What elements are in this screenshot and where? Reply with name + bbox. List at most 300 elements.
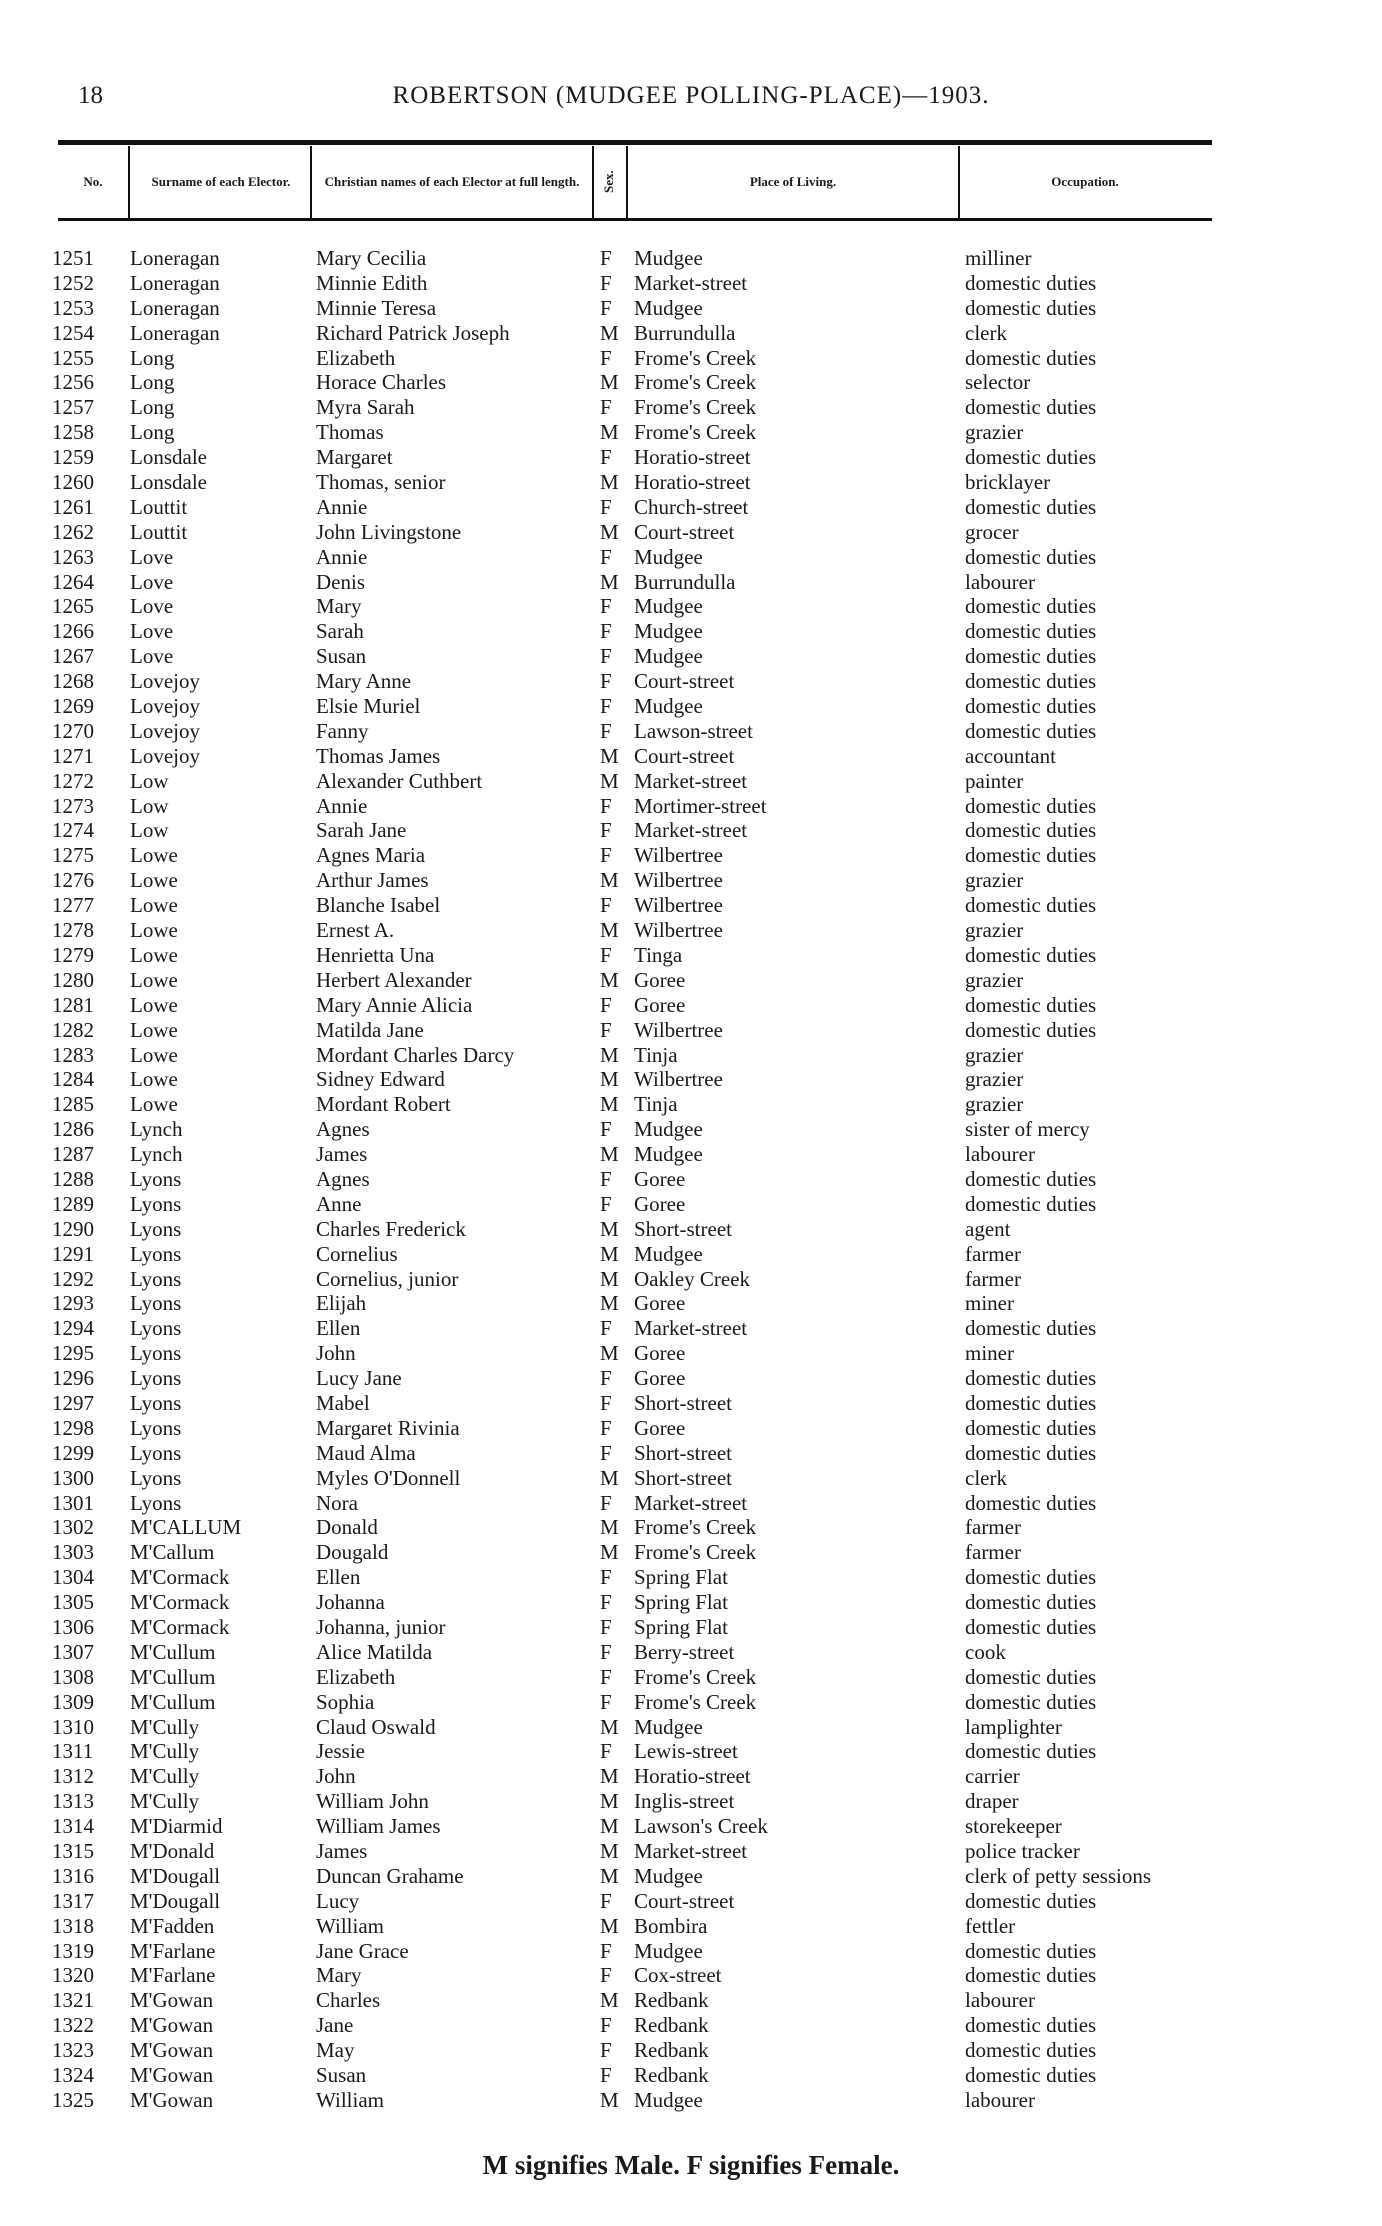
cell-occupation: farmer (965, 1515, 1021, 1540)
cell-surname: Lyons (130, 1166, 182, 1191)
cell-place: Market-street (634, 818, 748, 843)
cell-occupation: domestic duties (965, 1963, 1097, 1988)
cell-surname: M'CALLUM (130, 1515, 242, 1540)
cell-occupation: selector (965, 370, 1031, 395)
cell-no: 1291 (52, 1241, 94, 1266)
cell-place: Mudgee (634, 544, 703, 569)
cell-sex: F (600, 594, 612, 619)
table-row (0, 1540, 1382, 1565)
cell-occupation: police tracker (965, 1839, 1080, 1863)
cell-sex: F (600, 1415, 612, 1440)
cell-no: 1323 (52, 2038, 94, 2063)
cell-occupation: domestic duties (965, 544, 1097, 569)
table-row (0, 1939, 1382, 1964)
cell-surname: M'Farlane (130, 1963, 216, 1988)
cell-sex: F (600, 295, 612, 320)
cell-place: Frome's Creek (634, 370, 757, 395)
table-row (0, 1715, 1382, 1740)
cell-no: 1295 (52, 1341, 94, 1366)
column-header-surname: Surname of each Elector. (151, 174, 291, 189)
cell-sex: F (600, 793, 612, 818)
cell-occupation: grazier (965, 1042, 1024, 1067)
cell-place: Mudgee (634, 594, 703, 619)
cell-no: 1300 (52, 1465, 94, 1490)
cell-no: 1296 (52, 1366, 94, 1391)
cell-place: Berry-street (634, 1639, 735, 1664)
cell-sex: F (600, 1490, 612, 1515)
cell-christian: Lucy Jane (316, 1366, 402, 1391)
cell-sex: F (600, 1166, 612, 1191)
cell-sex: M (600, 1814, 619, 1839)
cell-sex: F (600, 1565, 612, 1590)
table-row (0, 1142, 1382, 1167)
table-row (0, 1092, 1382, 1117)
cell-christian: Agnes (316, 1166, 370, 1191)
table-row (0, 1640, 1382, 1665)
cell-occupation: farmer (965, 1266, 1021, 1291)
cell-occupation: domestic duties (965, 694, 1097, 719)
table-row (0, 1963, 1382, 1988)
table-row (0, 1341, 1382, 1366)
table-row (0, 1366, 1382, 1391)
cell-christian: William John (316, 1789, 429, 1814)
cell-surname: M'Cully (130, 1789, 200, 1814)
cell-sex: F (600, 1963, 612, 1988)
cell-christian: Anne (316, 1191, 362, 1216)
cell-no: 1305 (52, 1590, 94, 1615)
table-row (0, 868, 1382, 893)
cell-sex: M (600, 1465, 619, 1490)
cell-surname: Low (130, 768, 169, 793)
cell-surname: Long (130, 370, 175, 395)
cell-sex: M (600, 1216, 619, 1241)
cell-surname: M'Gowan (130, 2013, 214, 2038)
table-row (0, 1167, 1382, 1192)
cell-sex: F (600, 246, 612, 270)
cell-place: Burrundulla (634, 320, 736, 345)
table-row (0, 1988, 1382, 2013)
cell-no: 1290 (52, 1216, 94, 1241)
cell-occupation: domestic duties (965, 1440, 1097, 1465)
cell-place: Goree (634, 1291, 686, 1316)
cell-sex: F (600, 2063, 612, 2088)
cell-surname: M'Gowan (130, 2038, 214, 2063)
cell-no: 1251 (52, 246, 94, 270)
cell-no: 1322 (52, 2013, 94, 2038)
cell-sex: F (600, 694, 612, 719)
cell-surname: Low (130, 818, 169, 843)
cell-christian: May (316, 2038, 355, 2063)
cell-occupation: domestic duties (965, 619, 1097, 644)
cell-place: Mudgee (634, 2087, 703, 2112)
table-row (0, 1192, 1382, 1217)
cell-sex: F (600, 1888, 612, 1913)
cell-occupation: miner (965, 1291, 1014, 1316)
cell-sex: F (600, 818, 612, 843)
cell-no: 1283 (52, 1042, 94, 1067)
cell-place: Mudgee (634, 694, 703, 719)
cell-christian: Maud Alma (316, 1440, 416, 1465)
table-row (0, 346, 1382, 371)
cell-place: Redbank (634, 2038, 709, 2063)
cell-surname: Love (130, 594, 174, 619)
cell-surname: Love (130, 544, 174, 569)
table-row (0, 445, 1382, 470)
table-row (0, 1117, 1382, 1142)
cell-no: 1313 (52, 1789, 94, 1814)
cell-christian: Alexander Cuthbert (316, 768, 483, 793)
cell-place: Goree (634, 1415, 686, 1440)
cell-christian: William (316, 1913, 384, 1938)
cell-place: Mudgee (634, 295, 703, 320)
cell-surname: Lovejoy (130, 669, 200, 694)
table-row (0, 669, 1382, 694)
cell-no: 1302 (52, 1515, 94, 1540)
sex-legend: M signifies Male. F signifies Female. (482, 2150, 900, 2180)
cell-christian: Elizabeth (316, 345, 396, 370)
cell-place: Goree (634, 967, 686, 992)
cell-place: Short-street (634, 1440, 732, 1465)
column-header-sex: Sex. (601, 170, 616, 194)
cell-surname: Lyons (130, 1191, 182, 1216)
cell-no: 1273 (52, 793, 94, 818)
table-row (0, 1316, 1382, 1341)
cell-surname: Lyons (130, 1341, 182, 1366)
cell-place: Mudgee (634, 619, 703, 644)
cell-christian: Cornelius (316, 1241, 398, 1266)
cell-christian: Agnes Maria (316, 843, 426, 868)
cell-christian: Blanche Isabel (316, 893, 441, 918)
cell-place: Spring Flat (634, 1565, 728, 1590)
cell-christian: Ernest A. (316, 918, 395, 943)
cell-surname: Lovejoy (130, 718, 200, 743)
cell-surname: Lowe (130, 992, 178, 1017)
cell-christian: Thomas, senior (316, 470, 446, 495)
cell-place: Spring Flat (634, 1614, 728, 1639)
table-row (0, 1043, 1382, 1068)
cell-place: Market-street (634, 1839, 748, 1863)
cell-surname: Lowe (130, 1067, 178, 1092)
table-row (0, 470, 1382, 495)
cell-no: 1294 (52, 1316, 94, 1341)
table-row (0, 1391, 1382, 1416)
cell-no: 1276 (52, 868, 94, 893)
cell-sex: F (600, 494, 612, 519)
cell-christian: Jane Grace (316, 1938, 409, 1963)
cell-no: 1297 (52, 1390, 94, 1415)
table-row (0, 719, 1382, 744)
cell-occupation: bricklayer (965, 470, 1051, 495)
cell-christian: Sarah Jane (316, 818, 407, 843)
table-row (0, 1839, 1382, 1864)
cell-occupation: domestic duties (965, 1565, 1097, 1590)
cell-occupation: labourer (965, 1142, 1035, 1167)
cell-occupation: domestic duties (965, 893, 1097, 918)
table-row (0, 993, 1382, 1018)
cell-sex: M (600, 1839, 619, 1863)
cell-no: 1263 (52, 544, 94, 569)
header-rule-top (58, 140, 1212, 145)
cell-sex: M (600, 1515, 619, 1540)
cell-place: Tinga (634, 942, 683, 967)
table-row (0, 1515, 1382, 1540)
cell-no: 1289 (52, 1191, 94, 1216)
cell-surname: Long (130, 345, 175, 370)
cell-christian: Charles Frederick (316, 1216, 466, 1241)
cell-no: 1316 (52, 1863, 94, 1888)
cell-surname: Lowe (130, 918, 178, 943)
cell-place: Goree (634, 1166, 686, 1191)
cell-occupation: grazier (965, 1092, 1024, 1117)
cell-no: 1267 (52, 644, 94, 669)
cell-no: 1268 (52, 669, 94, 694)
cell-occupation: domestic duties (965, 494, 1097, 519)
cell-sex: F (600, 1390, 612, 1415)
cell-no: 1281 (52, 992, 94, 1017)
cell-place: Inglis-street (634, 1789, 735, 1814)
cell-no: 1261 (52, 494, 94, 519)
cell-christian: Charles (316, 1988, 381, 2013)
cell-occupation: domestic duties (965, 295, 1097, 320)
cell-no: 1315 (52, 1839, 94, 1863)
cell-place: Church-street (634, 494, 749, 519)
column-divider (128, 146, 130, 218)
cell-surname: M'Cully (130, 1714, 200, 1739)
cell-sex: M (600, 868, 619, 893)
cell-place: Short-street (634, 1216, 732, 1241)
table-row (0, 794, 1382, 819)
cell-sex: F (600, 1191, 612, 1216)
table-row (0, 818, 1382, 843)
cell-no: 1256 (52, 370, 94, 395)
table-row (0, 1242, 1382, 1267)
cell-place: Cox-street (634, 1963, 722, 1988)
cell-no: 1262 (52, 519, 94, 544)
cell-no: 1306 (52, 1614, 94, 1639)
cell-sex: F (600, 843, 612, 868)
page-header (0, 82, 1382, 122)
cell-sex: F (600, 395, 612, 420)
table-row (0, 1864, 1382, 1889)
cell-place: Horatio-street (634, 470, 751, 495)
cell-surname: M'Cormack (130, 1565, 230, 1590)
cell-no: 1298 (52, 1415, 94, 1440)
table-row (0, 744, 1382, 769)
cell-sex: M (600, 2087, 619, 2112)
cell-place: Wilbertree (634, 843, 723, 868)
cell-christian: Susan (316, 644, 367, 669)
cell-surname: Lovejoy (130, 694, 200, 719)
cell-christian: Horace Charles (316, 370, 447, 395)
cell-sex: M (600, 1714, 619, 1739)
table-row (0, 246, 1382, 271)
cell-sex: M (600, 1092, 619, 1117)
cell-occupation: grazier (965, 967, 1024, 992)
table-row (0, 1789, 1382, 1814)
table-row (0, 296, 1382, 321)
cell-place: Frome's Creek (634, 1664, 757, 1689)
cell-sex: M (600, 1042, 619, 1067)
cell-surname: M'Gowan (130, 2087, 214, 2112)
cell-surname: M'Diarmid (130, 1814, 223, 1839)
cell-place: Market-street (634, 270, 748, 295)
cell-no: 1317 (52, 1888, 94, 1913)
cell-place: Wilbertree (634, 893, 723, 918)
cell-place: Frome's Creek (634, 395, 757, 420)
cell-sex: M (600, 1067, 619, 1092)
cell-surname: Lowe (130, 942, 178, 967)
cell-surname: M'Callum (130, 1540, 215, 1565)
cell-place: Mudgee (634, 246, 703, 270)
table-row (0, 520, 1382, 545)
cell-surname: Loneragan (130, 295, 220, 320)
cell-place: Frome's Creek (634, 420, 757, 445)
cell-christian: Thomas (316, 420, 384, 445)
cell-place: Burrundulla (634, 569, 736, 594)
cell-place: Lewis-street (634, 1739, 738, 1764)
cell-christian: Margaret (316, 445, 393, 470)
cell-christian: Minnie Edith (316, 270, 428, 295)
column-divider (310, 146, 312, 218)
cell-christian: Herbert Alexander (316, 967, 472, 992)
table-row (0, 271, 1382, 296)
cell-place: Mudgee (634, 1241, 703, 1266)
cell-sex: F (600, 2013, 612, 2038)
cell-occupation: grazier (965, 918, 1024, 943)
cell-christian: Agnes (316, 1117, 370, 1142)
cell-no: 1284 (52, 1067, 94, 1092)
cell-sex: M (600, 1142, 619, 1167)
cell-sex: M (600, 320, 619, 345)
cell-occupation: farmer (965, 1241, 1021, 1266)
table-row (0, 1889, 1382, 1914)
cell-christian: Ellen (316, 1565, 361, 1590)
cell-occupation: domestic duties (965, 1664, 1097, 1689)
cell-surname: Lyons (130, 1366, 182, 1391)
cell-christian: James (316, 1142, 368, 1167)
cell-occupation: domestic duties (965, 644, 1097, 669)
cell-surname: Long (130, 420, 175, 445)
table-row (0, 2013, 1382, 2038)
page-number: 18 (78, 82, 103, 109)
cell-christian: Dougald (316, 1540, 389, 1565)
column-header-place: Place of Living. (749, 174, 837, 189)
cell-place: Wilbertree (634, 1017, 723, 1042)
cell-place: Short-street (634, 1390, 732, 1415)
table-row (0, 1067, 1382, 1092)
cell-christian: Cornelius, junior (316, 1266, 459, 1291)
cell-occupation: domestic duties (965, 1390, 1097, 1415)
cell-place: Market-street (634, 1490, 748, 1515)
cell-place: Frome's Creek (634, 1515, 757, 1540)
cell-christian: Minnie Teresa (316, 295, 437, 320)
cell-place: Bombira (634, 1913, 708, 1938)
cell-occupation: grazier (965, 868, 1024, 893)
cell-christian: Elizabeth (316, 1664, 396, 1689)
cell-christian: Elsie Muriel (316, 694, 421, 719)
cell-sex: M (600, 519, 619, 544)
cell-place: Tinja (634, 1092, 678, 1117)
cell-occupation: sister of mercy (965, 1117, 1090, 1142)
cell-sex: M (600, 967, 619, 992)
cell-occupation: painter (965, 768, 1024, 793)
cell-no: 1325 (52, 2087, 94, 2112)
cell-sex: F (600, 1117, 612, 1142)
table-row (0, 1764, 1382, 1789)
cell-christian: Sophia (316, 1689, 375, 1714)
cell-occupation: domestic duties (965, 1689, 1097, 1714)
cell-occupation: domestic duties (965, 1316, 1097, 1341)
cell-surname: Loneragan (130, 320, 220, 345)
table-row (0, 2038, 1382, 2063)
cell-no: 1269 (52, 694, 94, 719)
cell-surname: M'Fadden (130, 1913, 215, 1938)
cell-place: Spring Flat (634, 1590, 728, 1615)
cell-place: Court-street (634, 519, 735, 544)
cell-no: 1307 (52, 1639, 94, 1664)
cell-christian: Mary (316, 594, 362, 619)
cell-surname: Lowe (130, 1092, 178, 1117)
cell-christian: Mary (316, 1963, 362, 1988)
cell-occupation: domestic duties (965, 1191, 1097, 1216)
cell-place: Mudgee (634, 1863, 703, 1888)
cell-occupation: domestic duties (965, 1017, 1097, 1042)
cell-place: Frome's Creek (634, 1689, 757, 1714)
cell-occupation: draper (965, 1789, 1019, 1814)
cell-surname: Lyons (130, 1490, 182, 1515)
cell-sex: M (600, 569, 619, 594)
cell-sex: F (600, 619, 612, 644)
cell-no: 1277 (52, 893, 94, 918)
cell-christian: James (316, 1839, 368, 1863)
cell-occupation: labourer (965, 2087, 1035, 2112)
cell-no: 1303 (52, 1540, 94, 1565)
cell-no: 1279 (52, 942, 94, 967)
cell-christian: John (316, 1764, 356, 1789)
cell-sex: M (600, 1291, 619, 1316)
table-row (0, 495, 1382, 520)
cell-place: Market-street (634, 1316, 748, 1341)
cell-no: 1304 (52, 1565, 94, 1590)
table-row (0, 918, 1382, 943)
table-row (0, 1466, 1382, 1491)
cell-sex: F (600, 345, 612, 370)
table-row (0, 1291, 1382, 1316)
cell-sex: M (600, 1540, 619, 1565)
table-row (0, 968, 1382, 993)
cell-occupation: lamplighter (965, 1714, 1062, 1739)
cell-place: Oakley Creek (634, 1266, 751, 1291)
cell-no: 1266 (52, 619, 94, 644)
cell-christian: Mordant Charles Darcy (316, 1042, 515, 1067)
cell-christian: Sidney Edward (316, 1067, 445, 1092)
cell-occupation: accountant (965, 743, 1056, 768)
table-row (0, 1590, 1382, 1615)
cell-occupation: storekeeper (965, 1814, 1062, 1839)
cell-surname: Lowe (130, 967, 178, 992)
cell-surname: Loneragan (130, 246, 220, 270)
table-row (0, 1441, 1382, 1466)
cell-christian: Thomas James (316, 743, 441, 768)
cell-no: 1314 (52, 1814, 94, 1839)
cell-sex: F (600, 270, 612, 295)
cell-occupation: labourer (965, 569, 1035, 594)
cell-no: 1260 (52, 470, 94, 495)
cell-place: Redbank (634, 1988, 709, 2013)
cell-christian: Mary Anne (316, 669, 412, 694)
table-row (0, 395, 1382, 420)
table-row (0, 1491, 1382, 1516)
